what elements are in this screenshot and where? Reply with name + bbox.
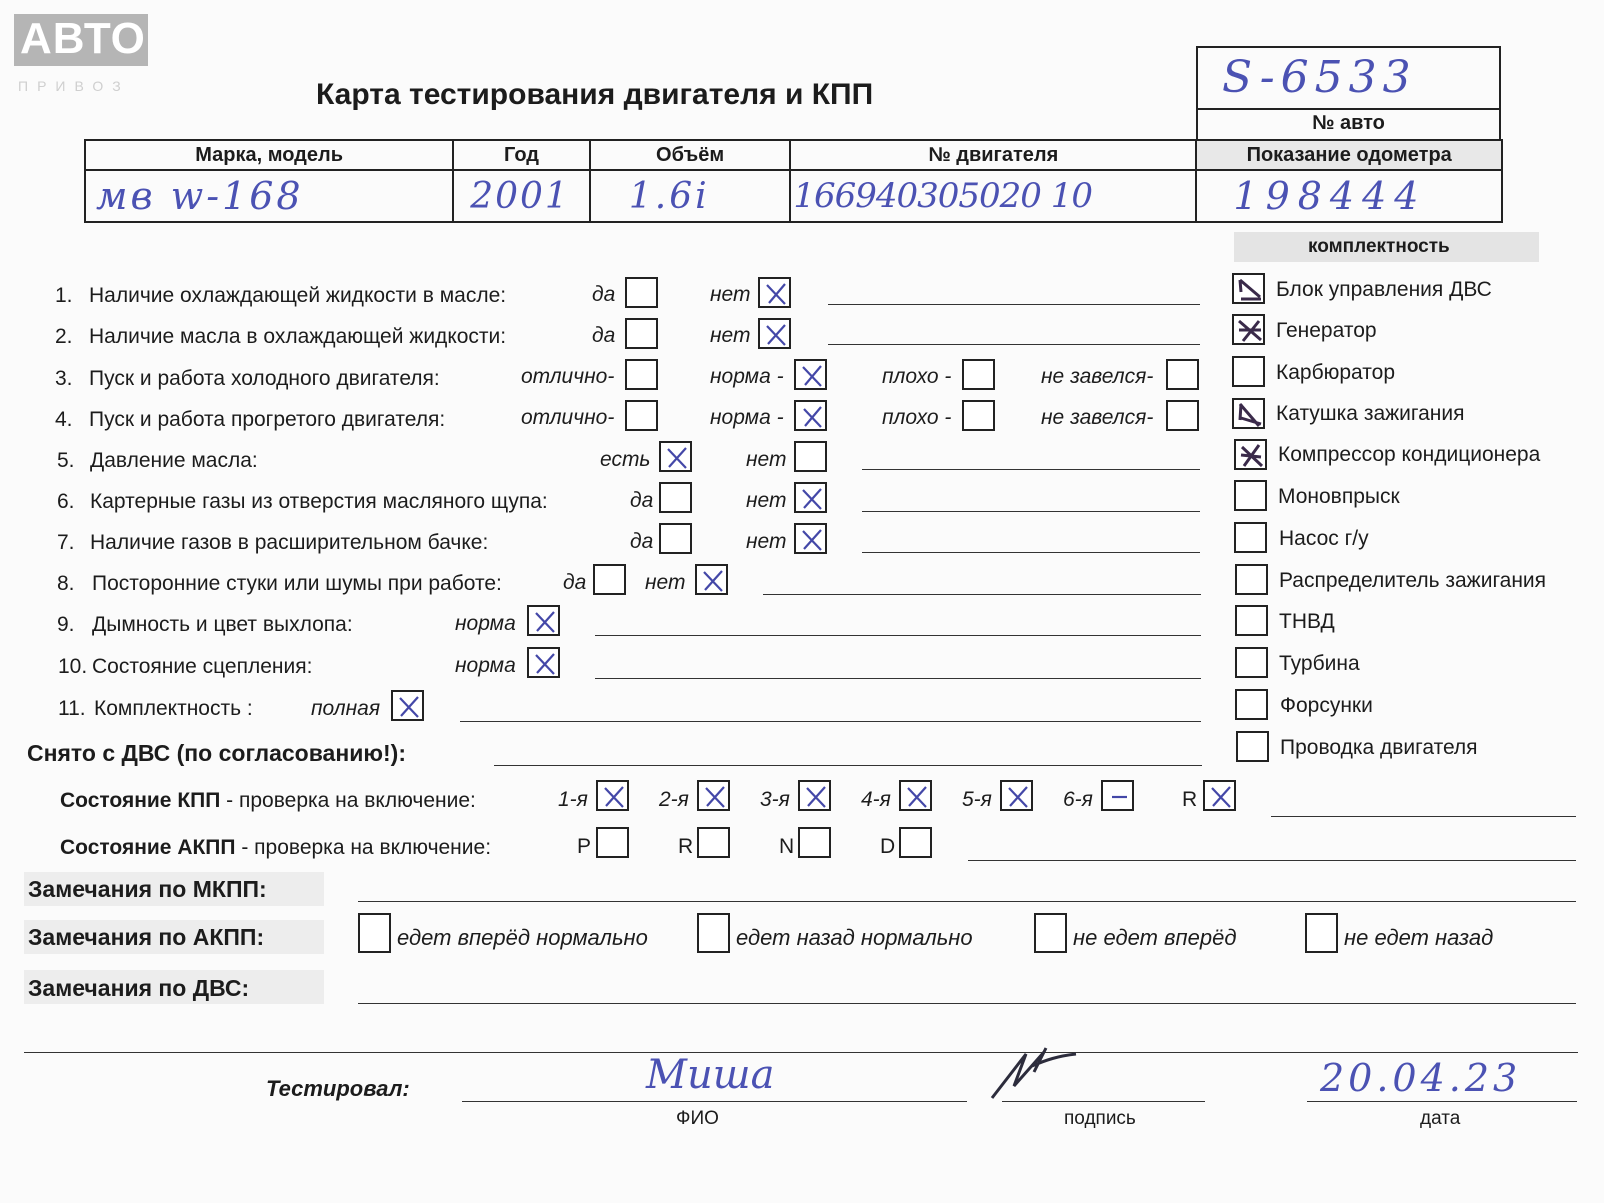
- q11-number: 11.: [58, 697, 86, 720]
- q8-yes-label: да: [563, 571, 587, 594]
- q9-norm-checkbox[interactable]: [527, 605, 560, 636]
- cell-volume: 1.6i: [590, 170, 791, 222]
- q3-text: Пуск и работа холодного двигателя:: [89, 367, 440, 390]
- kit-carburetor-checkbox[interactable]: [1232, 356, 1265, 387]
- cell-engine-no: 166940305020 10: [790, 170, 1196, 222]
- akpp-no-reverse-label: не едет назад: [1344, 925, 1494, 950]
- gear-6-checkbox[interactable]: [1101, 780, 1134, 811]
- q3-excellent-checkbox[interactable]: [625, 359, 658, 390]
- car-number-label: № авто: [1312, 112, 1385, 134]
- kit-ecu-label: Блок управления ДВС: [1276, 278, 1492, 301]
- q2-yes-label: да: [592, 324, 616, 347]
- q2-number: 2.: [55, 325, 73, 348]
- gear-5-label: 5-я: [962, 788, 992, 811]
- q10-norm-label: норма: [455, 654, 516, 677]
- cell-odometer: 198444: [1196, 170, 1502, 222]
- footer-divider: [24, 1052, 1578, 1053]
- q6-yes-label: да: [630, 489, 654, 512]
- gear-4-checkbox[interactable]: [899, 780, 932, 811]
- date-caption: дата: [1420, 1108, 1461, 1129]
- kit-ignition-coil-label: Катушка зажигания: [1276, 402, 1465, 425]
- q4-number: 4.: [55, 408, 73, 431]
- q8-number: 8.: [57, 572, 75, 595]
- q3-number: 3.: [55, 367, 73, 390]
- q8-text: Посторонние стуки или шумы при работе:: [92, 572, 502, 595]
- remarks-dvs-label: Замечания по ДВС:: [28, 975, 250, 1001]
- removed-label: Снято с ДВС (по согласованию!):: [27, 740, 406, 766]
- q9-norm-label: норма: [455, 612, 516, 635]
- kit-mono-injection-checkbox[interactable]: [1234, 480, 1267, 511]
- kit-wiring-checkbox[interactable]: [1236, 731, 1269, 762]
- q3-bad-label: плохо -: [882, 365, 952, 388]
- q8-no-checkbox[interactable]: [695, 564, 728, 595]
- q7-no-checkbox[interactable]: [794, 523, 827, 554]
- kit-title: комплектность: [1308, 236, 1450, 257]
- kit-ac-compressor-label: Компрессор кондиционера: [1278, 443, 1541, 466]
- q1-notes-line: [828, 304, 1200, 305]
- q4-excellent-label: отлично-: [521, 406, 615, 429]
- q6-yes-checkbox[interactable]: [659, 482, 692, 513]
- gear-1-checkbox[interactable]: [596, 780, 629, 811]
- avto-privoz-logo: АВТО ПРИВОЗ: [14, 14, 148, 66]
- q9-number: 9.: [57, 613, 75, 636]
- mkpp-label: Состояние КПП - проверка на включение:: [60, 789, 476, 812]
- q2-no-checkbox[interactable]: [758, 318, 791, 349]
- akpp-r-label: R: [678, 835, 694, 858]
- gear-4-label: 4-я: [861, 788, 891, 811]
- test-date: 20.04.23: [1320, 1056, 1522, 1100]
- signature-line: [1002, 1101, 1205, 1102]
- akpp-reverse-ok-label: едет назад нормально: [736, 925, 973, 950]
- q8-no-label: нет: [645, 571, 686, 594]
- q5-no-label: нет: [746, 448, 787, 471]
- kit-ignition-coil-checkbox[interactable]: [1232, 398, 1265, 429]
- q1-yes-checkbox[interactable]: [625, 277, 658, 308]
- q1-no-checkbox[interactable]: [758, 277, 791, 308]
- q7-no-label: нет: [746, 530, 787, 553]
- q3-nostart-checkbox[interactable]: [1166, 359, 1199, 390]
- tester-name-line: [462, 1101, 967, 1102]
- q10-number: 10.: [58, 655, 88, 678]
- q1-no-label: нет: [710, 283, 751, 306]
- cell-year: 2001: [453, 170, 590, 222]
- gear-2-label: 2-я: [659, 788, 689, 811]
- q2-notes-line: [828, 344, 1200, 345]
- akpp-r-checkbox[interactable]: [697, 827, 730, 858]
- q4-nostart-checkbox[interactable]: [1166, 400, 1199, 431]
- q7-text: Наличие газов в расширительном бачке:: [90, 531, 489, 554]
- vehicle-info-table: [84, 139, 1503, 223]
- q6-text: Картерные газы из отверстия масляного щупа:: [90, 490, 548, 513]
- col-header-odometer: Показание одометра: [1196, 140, 1502, 170]
- kit-carburetor-label: Карбюратор: [1276, 361, 1396, 384]
- gear-5-checkbox[interactable]: [1000, 780, 1033, 811]
- q9-notes-line: [595, 635, 1201, 636]
- akpp-p-checkbox[interactable]: [596, 827, 629, 858]
- removed-line: [494, 765, 1202, 766]
- tested-by-label: Тестировал:: [266, 1076, 410, 1101]
- kit-wiring-label: Проводка двигателя: [1280, 736, 1478, 759]
- q7-yes-checkbox[interactable]: [659, 523, 692, 554]
- kit-ecu-checkbox[interactable]: [1232, 273, 1265, 304]
- q5-no-checkbox[interactable]: [794, 441, 827, 472]
- q11-full-label: полная: [311, 697, 381, 720]
- q2-no-label: нет: [710, 324, 751, 347]
- q2-yes-checkbox[interactable]: [625, 318, 658, 349]
- kit-tnvd-checkbox[interactable]: [1235, 605, 1268, 636]
- akpp-reverse-ok-checkbox[interactable]: [697, 913, 730, 953]
- remarks-mkpp-label: Замечания по МКПП:: [28, 876, 267, 902]
- q7-number: 7.: [57, 531, 75, 554]
- q5-present-label: есть: [600, 448, 651, 471]
- q1-number: 1.: [55, 284, 73, 307]
- q3-normal-label: норма -: [710, 365, 784, 388]
- q11-text: Комплектность :: [94, 697, 253, 720]
- q3-bad-checkbox[interactable]: [962, 359, 995, 390]
- akpp-n-checkbox[interactable]: [798, 827, 831, 858]
- gear-r-label: R: [1182, 788, 1198, 811]
- gear-r-checkbox[interactable]: [1203, 780, 1236, 811]
- q2-text: Наличие масла в охлаждающей жидкости:: [89, 325, 507, 348]
- q4-bad-checkbox[interactable]: [962, 400, 995, 431]
- kit-turbine-checkbox[interactable]: [1235, 647, 1268, 678]
- akpp-forward-ok-label: едет вперёд нормально: [397, 925, 648, 950]
- kit-injectors-checkbox[interactable]: [1235, 689, 1268, 720]
- col-header-volume: Объём: [590, 140, 791, 170]
- q4-bad-label: плохо -: [882, 406, 952, 429]
- q3-normal-checkbox[interactable]: [794, 359, 827, 390]
- kit-mono-injection-label: Моновпрыск: [1278, 485, 1400, 508]
- akpp-forward-ok-checkbox[interactable]: [358, 913, 391, 953]
- akpp-label: Состояние АКПП - проверка на включение:: [60, 836, 492, 859]
- gear-3-label: 3-я: [760, 788, 790, 811]
- cell-model: мв w-168: [85, 170, 453, 222]
- q1-text: Наличие охлаждающей жидкости в масле:: [89, 284, 507, 307]
- gear-1-label: 1-я: [558, 788, 588, 811]
- kit-ps-pump-checkbox[interactable]: [1234, 522, 1267, 553]
- akpp-n-label: N: [779, 835, 795, 858]
- col-header-model: Марка, модель: [85, 140, 453, 170]
- akpp-no-forward-checkbox[interactable]: [1034, 913, 1067, 953]
- q6-no-checkbox[interactable]: [794, 482, 827, 513]
- kit-distributor-checkbox[interactable]: [1235, 564, 1268, 595]
- date-line: [1307, 1101, 1577, 1102]
- q5-present-checkbox[interactable]: [659, 441, 692, 472]
- kit-turbine-label: Турбина: [1279, 652, 1360, 675]
- mkpp-notes-line: [1271, 816, 1576, 817]
- kit-injectors-label: Форсунки: [1280, 694, 1373, 717]
- gear-2-checkbox[interactable]: [697, 780, 730, 811]
- car-number-box: [1196, 46, 1501, 139]
- q9-text: Дымность и цвет выхлопа:: [92, 613, 353, 636]
- page-title: Карта тестирования двигателя и КПП: [316, 78, 874, 111]
- q11-notes-line: [460, 721, 1201, 722]
- signature: [986, 1042, 1086, 1104]
- kit-ps-pump-label: Насос г/у: [1279, 527, 1369, 550]
- car-number-value: S-6533: [1222, 52, 1417, 103]
- q7-notes-line: [862, 552, 1200, 553]
- q8-notes-line: [763, 594, 1201, 595]
- q6-no-label: нет: [746, 489, 787, 512]
- q10-notes-line: [595, 678, 1201, 679]
- signature-caption: подпись: [1064, 1108, 1136, 1129]
- akpp-no-reverse-checkbox[interactable]: [1305, 913, 1338, 953]
- q5-notes-line: [862, 469, 1200, 470]
- gear-6-label: 6-я: [1063, 788, 1093, 811]
- q4-normal-label: норма -: [710, 406, 784, 429]
- q3-excellent-label: отлично-: [521, 365, 615, 388]
- q8-yes-checkbox[interactable]: [593, 564, 626, 595]
- akpp-p-label: P: [577, 835, 592, 858]
- remarks-dvs-line: [358, 1003, 1576, 1004]
- kit-tnvd-label: ТНВД: [1279, 610, 1335, 633]
- gear-3-checkbox[interactable]: [798, 780, 831, 811]
- q3-nostart-label: не завелся-: [1041, 365, 1154, 388]
- q1-yes-label: да: [592, 283, 616, 306]
- akpp-d-label: D: [880, 835, 896, 858]
- tester-name: Миша: [646, 1052, 775, 1098]
- q10-norm-checkbox[interactable]: [527, 647, 560, 678]
- name-caption: ФИО: [676, 1108, 719, 1129]
- q7-yes-label: да: [630, 530, 654, 553]
- akpp-notes-line: [968, 860, 1576, 861]
- q5-number: 5.: [57, 449, 75, 472]
- kit-ac-compressor-checkbox[interactable]: [1234, 439, 1267, 470]
- kit-generator-checkbox[interactable]: [1232, 314, 1265, 345]
- q5-text: Давление масла:: [90, 449, 258, 472]
- col-header-year: Год: [453, 140, 590, 170]
- q6-number: 6.: [57, 490, 75, 513]
- q4-text: Пуск и работа прогретого двигателя:: [89, 408, 446, 431]
- q4-nostart-label: не завелся-: [1041, 406, 1154, 429]
- q4-normal-checkbox[interactable]: [794, 400, 827, 431]
- q10-text: Состояние сцепления:: [92, 655, 313, 678]
- q6-notes-line: [862, 511, 1200, 512]
- remarks-mkpp-line: [358, 901, 1576, 902]
- kit-distributor-label: Распределитель зажигания: [1279, 569, 1547, 592]
- akpp-d-checkbox[interactable]: [899, 827, 932, 858]
- akpp-no-forward-label: не едет вперёд: [1073, 925, 1237, 950]
- col-header-engine-no: № двигателя: [790, 140, 1196, 170]
- remarks-akpp-label: Замечания по АКПП:: [28, 924, 265, 950]
- kit-generator-label: Генератор: [1276, 319, 1377, 342]
- q4-excellent-checkbox[interactable]: [625, 400, 658, 431]
- q11-full-checkbox[interactable]: [391, 690, 424, 721]
